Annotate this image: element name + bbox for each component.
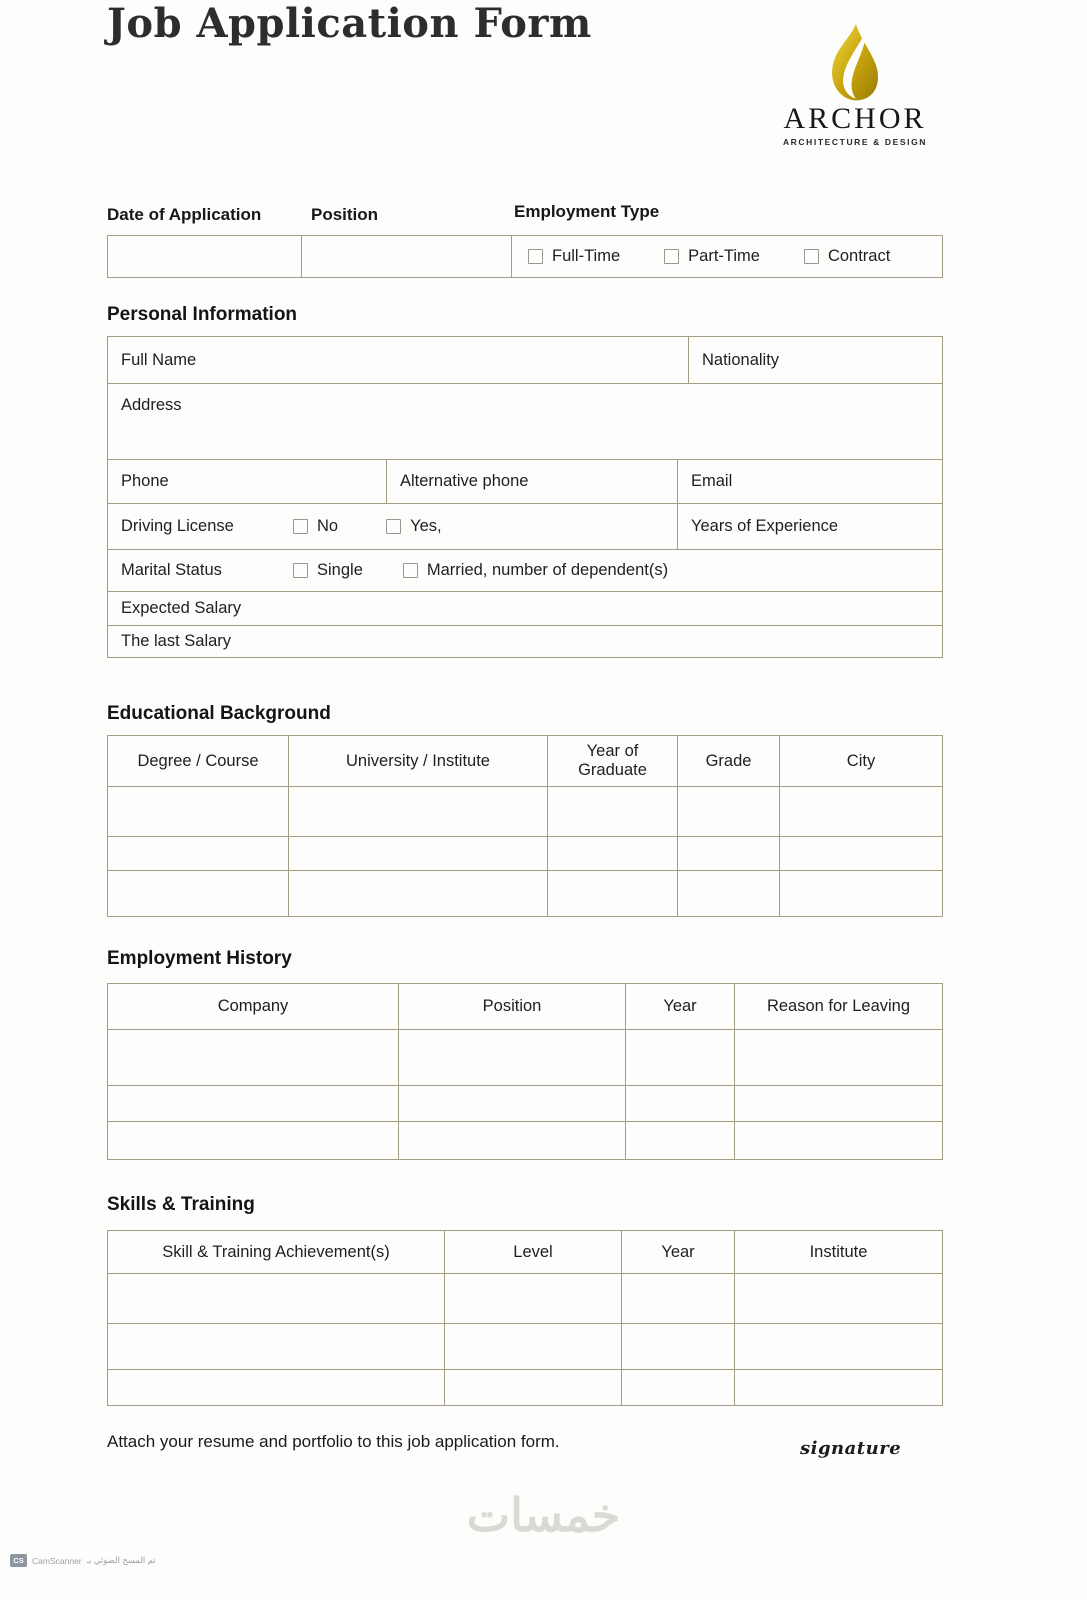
emp-cell[interactable]: [108, 1086, 398, 1121]
edu-header-grade: Grade: [677, 736, 779, 786]
expected-salary-field[interactable]: [108, 592, 942, 625]
edu-cell[interactable]: [547, 787, 677, 836]
page-title: Job Application Form: [107, 0, 592, 47]
part-time-label: Part-Time: [688, 247, 760, 265]
edu-cell[interactable]: [677, 871, 779, 916]
driving-license-label: Driving License: [121, 517, 234, 535]
years-of-experience-label: Years of Experience: [691, 517, 839, 535]
emp-header-position: Position: [398, 984, 625, 1029]
single-label: Single: [317, 561, 363, 579]
employment-option-part-time: [664, 247, 760, 266]
edu-header-degree: Degree / Course: [137, 751, 259, 770]
emp-cell[interactable]: [625, 1122, 734, 1159]
driving-license-yes-checkbox[interactable]: [386, 519, 401, 534]
edu-cell[interactable]: [288, 787, 547, 836]
position-label: Position: [311, 205, 379, 224]
driving-license-no-option: [293, 517, 338, 536]
emp-row: [108, 1085, 942, 1121]
emp-cell[interactable]: [398, 1122, 625, 1159]
employment-option-full-time: [528, 247, 620, 266]
edu-cell[interactable]: [677, 837, 779, 870]
edu-cell[interactable]: [677, 787, 779, 836]
personal-information-table: [107, 336, 943, 658]
edu-cell[interactable]: [547, 871, 677, 916]
last-salary-label: The last Salary: [121, 632, 232, 650]
skill-cell[interactable]: [444, 1274, 621, 1323]
skill-row: [108, 1323, 942, 1369]
skill-header-institute: Institute: [734, 1231, 942, 1273]
phone-label: Phone: [121, 472, 169, 490]
marital-status-cell: [108, 550, 942, 591]
marital-single-option: [293, 561, 363, 580]
skill-cell[interactable]: [108, 1370, 444, 1405]
edu-cell[interactable]: [779, 871, 942, 916]
skill-cell[interactable]: [734, 1274, 942, 1323]
skill-header-achievement: Skill & Training Achievement(s): [162, 1242, 390, 1261]
driving-license-yes-option: [386, 517, 442, 536]
edu-row: [108, 786, 942, 836]
full-name-label: Full Name: [121, 350, 197, 369]
driving-license-no-label: No: [317, 517, 339, 535]
edu-row: [108, 870, 942, 916]
marital-married-option: [403, 561, 668, 580]
emp-cell[interactable]: [625, 1030, 734, 1085]
expected-salary-label: Expected Salary: [121, 599, 242, 617]
skill-cell[interactable]: [108, 1274, 444, 1323]
edu-header-year: Year of Graduate: [547, 736, 677, 786]
skill-cell[interactable]: [444, 1324, 621, 1369]
logo-name: ARCHOR: [783, 102, 927, 135]
edu-cell[interactable]: [288, 837, 547, 870]
skills-training-table: [107, 1230, 943, 1406]
nationality-field[interactable]: [688, 337, 942, 383]
full-time-label: Full-Time: [552, 247, 621, 265]
driving-license-no-checkbox[interactable]: [293, 519, 308, 534]
logo-flame-icon: [823, 22, 887, 104]
married-checkbox[interactable]: [403, 563, 418, 578]
employment-option-contract: [804, 247, 890, 266]
skill-header-year: Year: [621, 1231, 734, 1273]
alternative-phone-label: Alternative phone: [400, 472, 529, 490]
edu-cell[interactable]: [547, 837, 677, 870]
edu-cell[interactable]: [779, 837, 942, 870]
date-of-application-label: Date of Application: [107, 205, 262, 224]
emp-cell[interactable]: [108, 1122, 398, 1159]
edu-cell[interactable]: [108, 837, 288, 870]
camscanner-watermark: [10, 1554, 156, 1567]
single-checkbox[interactable]: [293, 563, 308, 578]
full-name-field[interactable]: [108, 337, 688, 383]
emp-cell[interactable]: [734, 1086, 942, 1121]
date-of-application-field[interactable]: [108, 236, 301, 277]
edu-cell[interactable]: [779, 787, 942, 836]
skill-cell[interactable]: [621, 1274, 734, 1323]
emp-cell[interactable]: [734, 1030, 942, 1085]
form-sheet: [107, 0, 943, 1600]
phone-field[interactable]: [108, 460, 386, 503]
top-strip-table: [107, 235, 943, 278]
camscanner-label: CamScanner: [32, 1555, 82, 1566]
skill-cell[interactable]: [108, 1324, 444, 1369]
skill-row: [108, 1369, 942, 1405]
personal-information-heading: Personal Information: [107, 304, 298, 325]
edu-header-city: City: [779, 736, 942, 786]
signature-label: signature: [800, 1438, 902, 1459]
driving-license-yes-label: Yes,: [410, 517, 442, 535]
skill-cell[interactable]: [734, 1370, 942, 1405]
part-time-checkbox[interactable]: [664, 249, 679, 264]
nationality-label: Nationality: [702, 350, 780, 369]
edu-cell[interactable]: [108, 871, 288, 916]
alternative-phone-field[interactable]: [386, 460, 677, 503]
employment-type-label: Employment Type: [514, 202, 660, 221]
email-label: Email: [691, 472, 733, 490]
emp-cell[interactable]: [398, 1030, 625, 1085]
camscanner-badge-icon: CS: [10, 1554, 27, 1567]
emp-cell[interactable]: [108, 1030, 398, 1085]
address-field[interactable]: [108, 384, 942, 459]
position-field[interactable]: [301, 236, 511, 277]
edu-cell[interactable]: [288, 871, 547, 916]
skill-cell[interactable]: [621, 1324, 734, 1369]
last-salary-field[interactable]: [108, 626, 942, 657]
employment-history-table: [107, 983, 943, 1160]
attach-resume-note: Attach your resume and portfolio to this job application form.: [107, 1432, 560, 1451]
emp-header-reason: Reason for Leaving: [734, 984, 942, 1029]
email-field[interactable]: [677, 460, 942, 503]
emp-header-company: Company: [217, 997, 289, 1015]
skill-cell[interactable]: [444, 1370, 621, 1405]
logo-tagline: ARCHITECTURE & DESIGN: [782, 137, 928, 147]
educational-background-table: [107, 735, 943, 917]
emp-row: [108, 1029, 942, 1085]
skill-cell[interactable]: [621, 1370, 734, 1405]
married-label: Married, number of dependent(s): [426, 561, 669, 579]
years-of-experience-field[interactable]: [677, 504, 942, 549]
emp-row: [108, 1121, 942, 1159]
employment-type-cell: [511, 236, 942, 277]
driving-license-cell: [108, 504, 677, 549]
skills-training-heading: Skills & Training: [107, 1194, 255, 1215]
contract-label: Contract: [827, 247, 891, 265]
emp-cell[interactable]: [625, 1086, 734, 1121]
khamsat-watermark: خمسات: [466, 1489, 621, 1541]
edu-header-university: University / Institute: [288, 736, 547, 786]
contract-checkbox[interactable]: [804, 249, 819, 264]
employment-history-heading: Employment History: [107, 948, 292, 969]
marital-status-label: Marital Status: [121, 561, 222, 579]
edu-row: [108, 836, 942, 870]
full-time-checkbox[interactable]: [528, 249, 543, 264]
camscanner-arabic-label: تم المسح الضوئي بـ: [86, 1555, 156, 1565]
emp-cell[interactable]: [734, 1122, 942, 1159]
edu-cell[interactable]: [108, 787, 288, 836]
company-logo: [767, 22, 943, 147]
skill-cell[interactable]: [734, 1324, 942, 1369]
address-label: Address: [121, 396, 182, 414]
skill-header-level: Level: [444, 1231, 621, 1273]
educational-background-heading: Educational Background: [107, 703, 331, 724]
emp-header-year: Year: [625, 984, 734, 1029]
skill-row: [108, 1273, 942, 1323]
emp-cell[interactable]: [398, 1086, 625, 1121]
